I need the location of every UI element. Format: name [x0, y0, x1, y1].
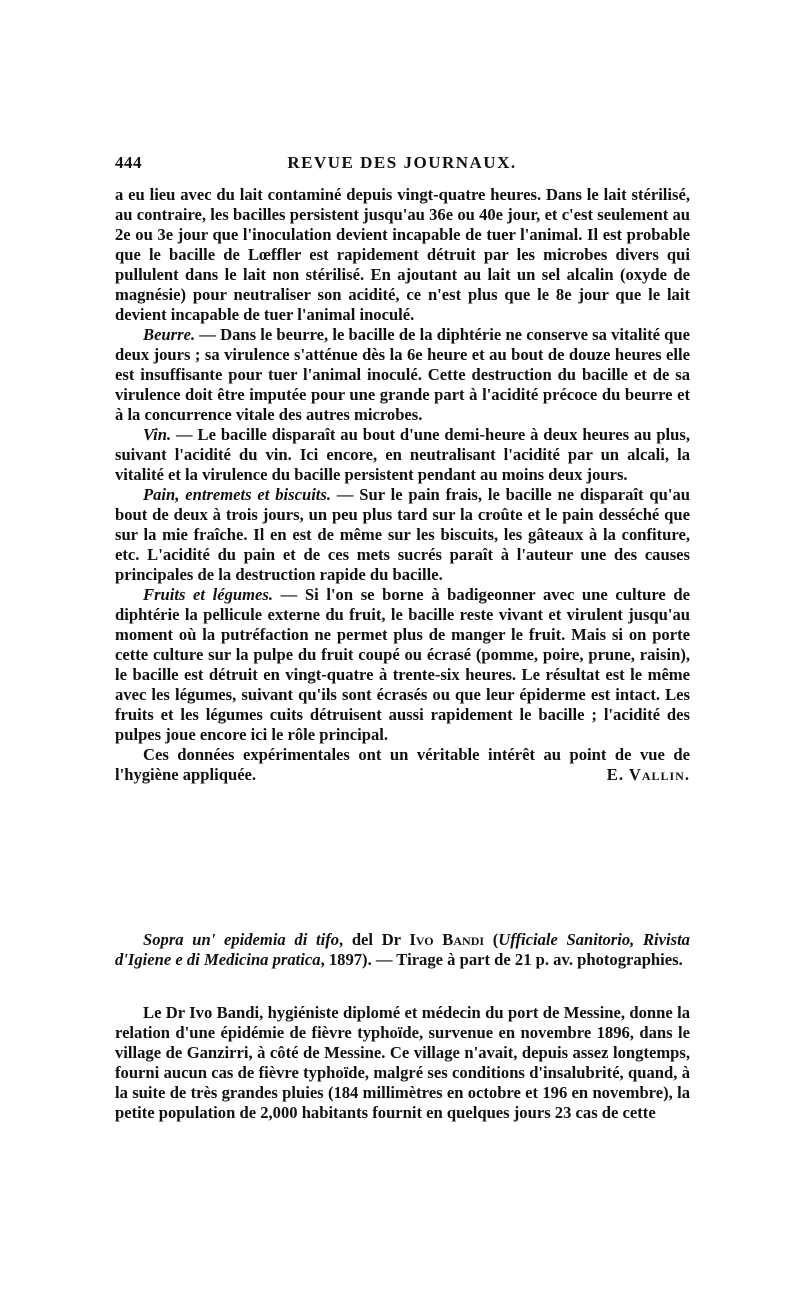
biblio-paren: ( — [484, 930, 499, 949]
article-bandi — [115, 1003, 690, 1123]
lead-pain: Pain, entremets et biscuits. — [143, 485, 332, 504]
paragraph-bandi: Le Dr Ivo Bandi, hygiéniste diplomé et médecin du port de Messine, donne la relation d'une épidémie de fièvre typhoïde, survenue en novembre 1896, dans le village de Ganzirri, à côté de Messine. Ce village n'avait, depuis assez longtemps, fourni aucun cas de fièvre typhoïde, malgré ses conditions d'insalubrité, quand, à la suite de très grandes pluies (184 millimètres en octobre et 196 en novembre), la petite population de 2,000 habitants fournit en quelques jours 23 cas de cette — [115, 1003, 690, 1122]
biblio-separator: , del Dr — [339, 930, 410, 949]
bibliography-entry — [115, 930, 690, 970]
author-signature: E. Vallin. — [606, 765, 690, 784]
text-vin: — Le bacille disparaît au bout d'une demi-heure à deux heures au plus, suivant l'acidité du vin. Ici encore, en neutralisant l'acidité par un alcali, la vitalité et la virulence du bacille persistent pendant au moins deux jours. — [115, 425, 690, 484]
paragraph-pain — [115, 485, 690, 585]
journal-name: Ufficiale Sanitorio, Rivista d'Igiene e di Medicina pratica — [115, 930, 690, 969]
paragraph-conclusion — [115, 745, 690, 785]
paragraph-beurre — [115, 325, 690, 425]
article-vallin — [115, 185, 690, 785]
paragraph-lait: a eu lieu avec du lait contaminé depuis vingt-quatre heures. Dans le lait stérilisé, au contraire, les bacilles persistent jusqu'au 36e ou 40e jour, et c'est seulement au 2e ou 3e jour que l'inoculation devient incapable de tuer l'animal. Il est probable que le bacille de Lœffler est rapidement détruit par les microbes divers qui pullulent dans le lait non stérilisé. En ajoutant au lait un sel alcalin (oxyde de magnésie) pour neutraliser son acidité, ce n'est plus que le 8e jour que le lait devient incapable de tuer l'animal inoculé. — [115, 185, 690, 324]
text-pain: — Sur le pain frais, le bacille ne disparaît qu'au bout de deux à trois jours, un peu plus tard sur la croûte et le pain desséché que sur la mie fraîche. Il en est de même sur les biscuits, les gâteaux à la confiture, etc. L'acidité du pain et de ces mets sucrés paraît à l'auteur une des causes principales de la destruction rapide du bacille. — [115, 485, 690, 584]
lead-vin: Vin. — [143, 425, 172, 444]
text-beurre: — Dans le beurre, le bacille de la diphtérie ne conserve sa vitalité que deux jours ; sa virulence s'atténue dès la 6e heure et au bout de douze heures elle est insuffisante pour tuer l'animal inoculé. Cette destruction du bacille et de sa virulence doit être imputée pour une grande part à l'acidité précoce du beurre et à la concurrence vitale des autres microbes. — [115, 325, 690, 424]
text-conclusion: Ces données expérimentales ont un véritable intérêt au point de vue de l'hygiène appliquée. — [115, 745, 690, 784]
page-number: 444 — [115, 153, 142, 172]
lead-fruits: Fruits et légumes. — [143, 585, 274, 604]
article-title: Sopra un' epidemia di tifo — [143, 930, 340, 949]
text-fruits: — Si l'on se borne à badigeonner avec une culture de diphtérie la pellicule externe du fruit, le bacille reste vivant et virulent jusqu'au moment où la putréfaction ne permet plus de manger le fruit. Mais si on porte cette culture sur la pulpe du fruit coupé ou écrasé (pomme, poire, prune, raisin), le bacille est détruit en vingt-quatre à trente-six heures. Le résultat est le même avec les légumes, suivant qu'ils sont écrasés ou que leur épiderme est intact. Les fruits et les légumes cuits détruisent aussi rapidement le bacille ; l'acidité des pulpes joue encore ici le rôle principal. — [115, 585, 690, 744]
page-header — [115, 153, 689, 175]
running-title: REVUE DES JOURNAUX. — [287, 153, 517, 172]
paragraph-vin — [115, 425, 690, 485]
article-author: Ivo Bandi — [409, 930, 485, 949]
biblio-details: , 1897). — Tirage à part de 21 p. av. photographies. — [320, 950, 683, 969]
paragraph-fruits — [115, 585, 690, 745]
lead-beurre: Beurre. — [143, 325, 196, 344]
